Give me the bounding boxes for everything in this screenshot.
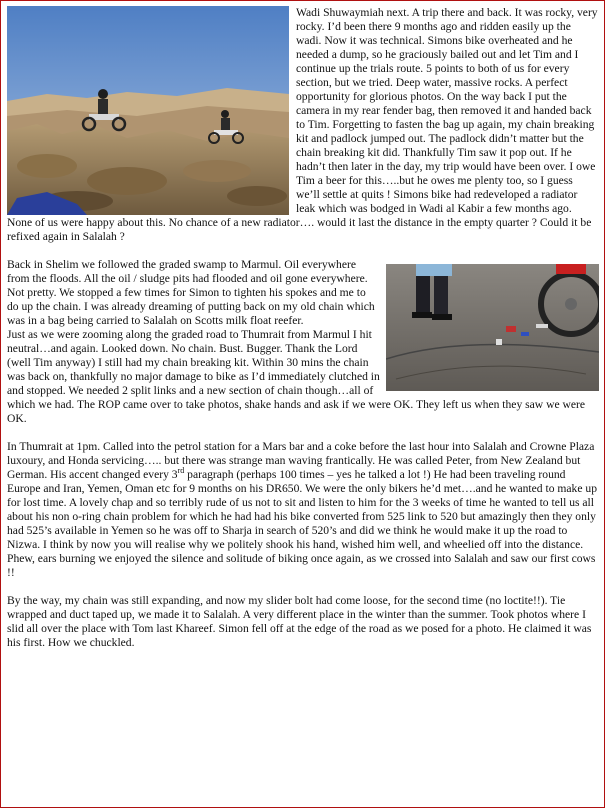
chain-repair-image bbox=[386, 264, 599, 391]
thumrait-text-a: In Thumrait at 1pm. Called into the petrol station for a Mars bar and a coke before the last hour into Salalah and Crowne Plaza luxoury, and Honda servicing….. but there was strange man waving frantically. He was called Peter, from New Zealand but German. His accent changed every 3 bbox=[7, 440, 595, 481]
paragraph-salalah: By the way, my chain was still expanding, and now my slider bolt had come loose, for the second time (no loctite!!). Tie wrapped and duct taped up, we made it to Salalah. A very different place in the winter than the summer. Took photos where I slid all over the place with Tom last Khareef. Simon fell off at the edge of the road as we posed for a photo. He claimed it was his first. How we chuckled. bbox=[7, 594, 592, 649]
wadi-riders-photo bbox=[7, 6, 289, 215]
chain-broken-text: Just as we were zooming along the graded road to Thumrait from Marmul I hit neutral…and again. Looked down. No chain. Bust. Bugger. Thank the Lord (well Tim anyway) I still had my chain breaking kit. Within 30 mins the chain was back on, thankfully no major damage to bike as I’d immediately clutched in and stopped. We needed 2 split links and a new section of chain though…all of which we had. The ROP came over to take photos, shake hands and ask if we were OK. They left us when they saw we were OK. bbox=[7, 328, 586, 425]
paragraph-thumrait bbox=[7, 440, 599, 580]
shelim-text: Back in Shelim we followed the graded swamp to Marmul. Oil everywhere from the floods. All the oil / sludge pits had flooded and oil gone everywhere. Not pretty. We stopped a few times for Simon to tighten his spokes and me to do up the chain. I was already dreaming of putting back on my old chain which was in a bag being carried to Salalah on Scotts milk float reefer. bbox=[7, 258, 375, 327]
chain-repair-photo bbox=[386, 264, 599, 391]
article-body bbox=[7, 6, 599, 664]
paragraph-wadi-shuwaymiah: Wadi Shuwaymiah next. A trip there and back. It was rocky, very rocky. I’d been there 9 months ago and ridden easily up the wadi. Now it was technical. Simons bike overheated and he needed a dump, so he graciously bailed out and let Tim and I continue up the trials route. 5 points to both of us for every section, but we tried. Deep water, massive rocks. A perfect opportunity for glorious photos. On the way back I put the camera in my rear fender bag, then removed it and handed back to Tim. Forgetting to fasten the bag up again, my chain breaking kit and padlock jumped out. The padlock didn’t matter but the chain breaking kit did. Thankfully Tim saw it pop out. If he hadn’t then later in the day, my trip would have been over. I owe Tim a beer for this…..but he owes me plenty too, so I guess we’ll settle at quits ! Simons bike had redeveloped a radiator leak which was bodged in Wadi al Kabir a few months ago. None of us were happy about this. No chance of a new radiator…. would it last the distance in the empty quarter ? Could it be refixed again in Salalah ? bbox=[7, 6, 598, 243]
ordinal-suffix: rd bbox=[177, 466, 185, 476]
thumrait-text-b: paragraph (perhaps 100 times – yes he talked a lot !) He had been traveling round Europe and Iran, Yemen, Oman etc for 9 months on his DR650. We were the only bikers he’d met….and he wanted to make up for lost time. A lovely chap and so terribly rude of us not to sit and listen to him for the 3 weeks of time he wanted to tell us all about his non o-ring chain problem for which he had had his bike converted from 525 link to 520 but amazingly then they only had 525’s available in Yemen so he was off to Sharja in search of 520’s and did we think he would make it up the road to Nizwa. I think by now you will realise why we politely shook his hand, wished him well, and wheelied off into the distance. Phew, ears burning we enjoyed the silence and solitude of biking once again, as we crossed into Salalah and saw our first cows !! bbox=[7, 468, 597, 579]
wadi-riders-image bbox=[7, 6, 289, 215]
